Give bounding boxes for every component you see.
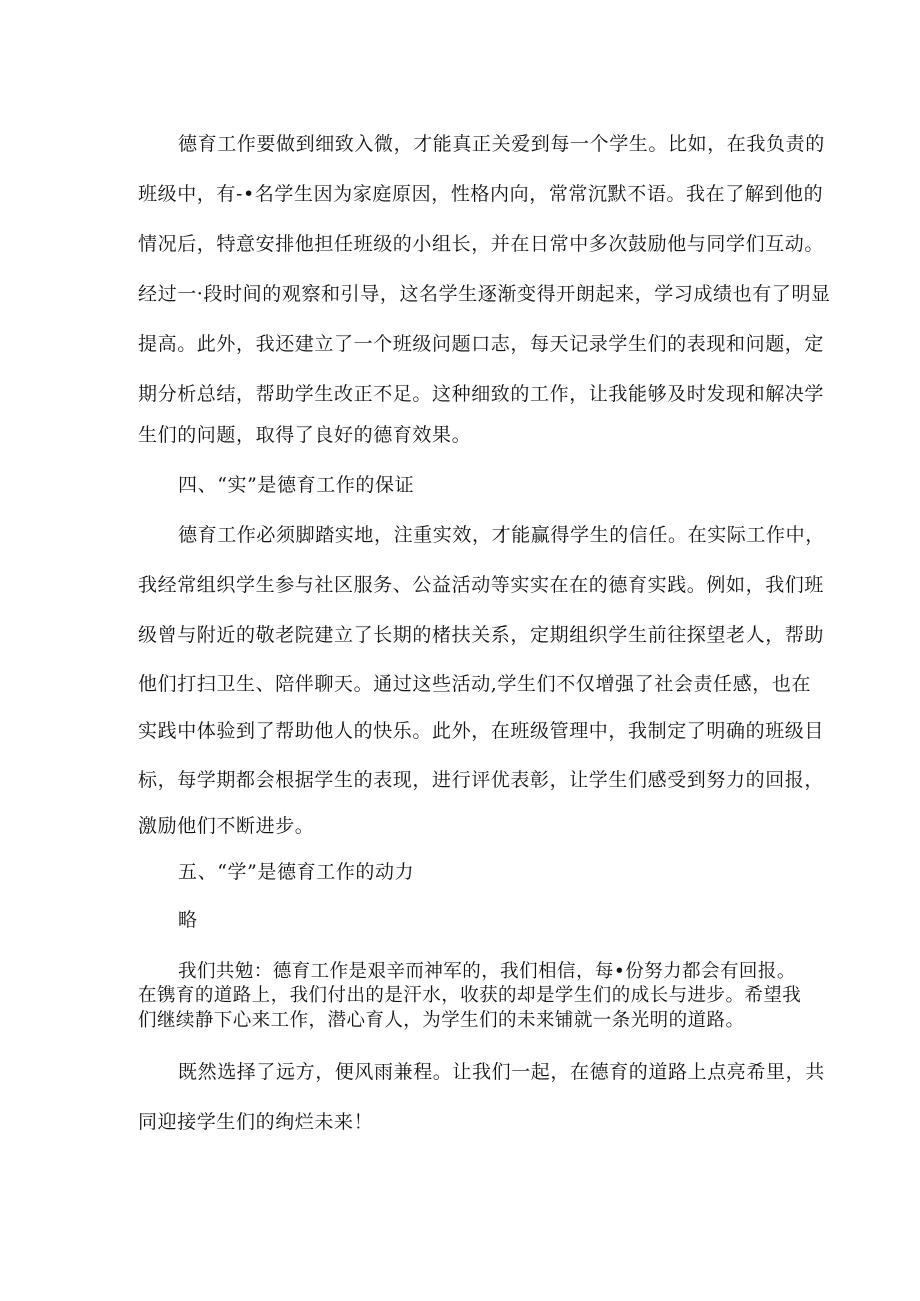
paragraph-4-line-1: 既然选择了远方，便风雨兼程。让我们一起，在德育的道路上点亮希里，共 bbox=[178, 1061, 825, 1083]
paragraph-2-line-4: 他们打扫卫生、陪伴聊天。通过这些活动,学生们不仅增强了社会责任感，也在 bbox=[138, 673, 812, 695]
paragraph-4-line-2: 同迎接学生们的绚烂未来！ bbox=[138, 1111, 374, 1133]
omitted-text: 略 bbox=[178, 909, 198, 931]
paragraph-2-line-2: 我经常组织学生参与社区服务、公益活动等实实在在的德育实践。例如，我们班 bbox=[138, 574, 825, 596]
paragraph-1-line-3: 情况后，特意安排他担任班级的小组长，并在日常中多次鼓励他与同学们互动。 bbox=[138, 233, 825, 255]
paragraph-1-line-1: 德育工作要做到细致入微，才能真正关爱到每一个学生。比如，在我负责的 bbox=[178, 133, 825, 155]
paragraph-3-line-2: 在镌育的道路上，我们付出的是汗水，收获的却是学生们的成长与进步。希望我 bbox=[138, 985, 802, 1006]
section-heading-4: 四、“实”是德育工作的保证 bbox=[178, 474, 415, 496]
paragraph-1-line-6: 期分析总结，帮助学生改正不足。这种细致的工作，让我能够及时发现和解决学 bbox=[138, 383, 825, 405]
paragraph-2-line-3: 级曾与附近的敬老院建立了长期的楮扶关系，定期组织学生前往探望老人，帮助 bbox=[138, 624, 825, 646]
paragraph-3-line-3: 们继续静下心来工作，潜心育人，为学生们的未来铺就一条光明的道路。 bbox=[138, 1010, 745, 1031]
paragraph-1-line-4: 经过一·段时间的观察和引导，这名学生逐渐变得开朗起来，学习成绩也有了明显 bbox=[138, 283, 831, 305]
paragraph-2-line-1: 德育工作必须脚踏实地，注重实效，才能赢得学生的信任。在实际工作中， bbox=[178, 524, 825, 546]
paragraph-2-line-6: 标，每学期都会根据学生的表现，进行评优表彰，让学生们感受到努力的回报， bbox=[138, 769, 825, 791]
paragraph-1-line-5: 提高。此外，我还建立了一个班级问题口志，每天记录学生们的表现和问题，定 bbox=[138, 333, 825, 355]
paragraph-3-line-1: 我们共勉：德育工作是艰辛而神军的，我们相信，每•份努力都会有回报。 bbox=[178, 961, 796, 982]
paragraph-1-line-7: 生们的问题，取得了良好的德育效果。 bbox=[138, 424, 472, 446]
paragraph-1-line-2: 班级中，有-•名学生因为家庭原因，性格内向，常常沉默不语。我在了解到他的 bbox=[138, 183, 824, 205]
paragraph-2-line-5: 实践中体验到了帮助他人的快乐。此外，在班级管理中，我制定了明确的班级目 bbox=[138, 720, 825, 742]
section-heading-5: 五、“学”是德育工作的动力 bbox=[178, 861, 415, 883]
paragraph-2-line-7: 激励他们不断进步。 bbox=[138, 815, 315, 837]
